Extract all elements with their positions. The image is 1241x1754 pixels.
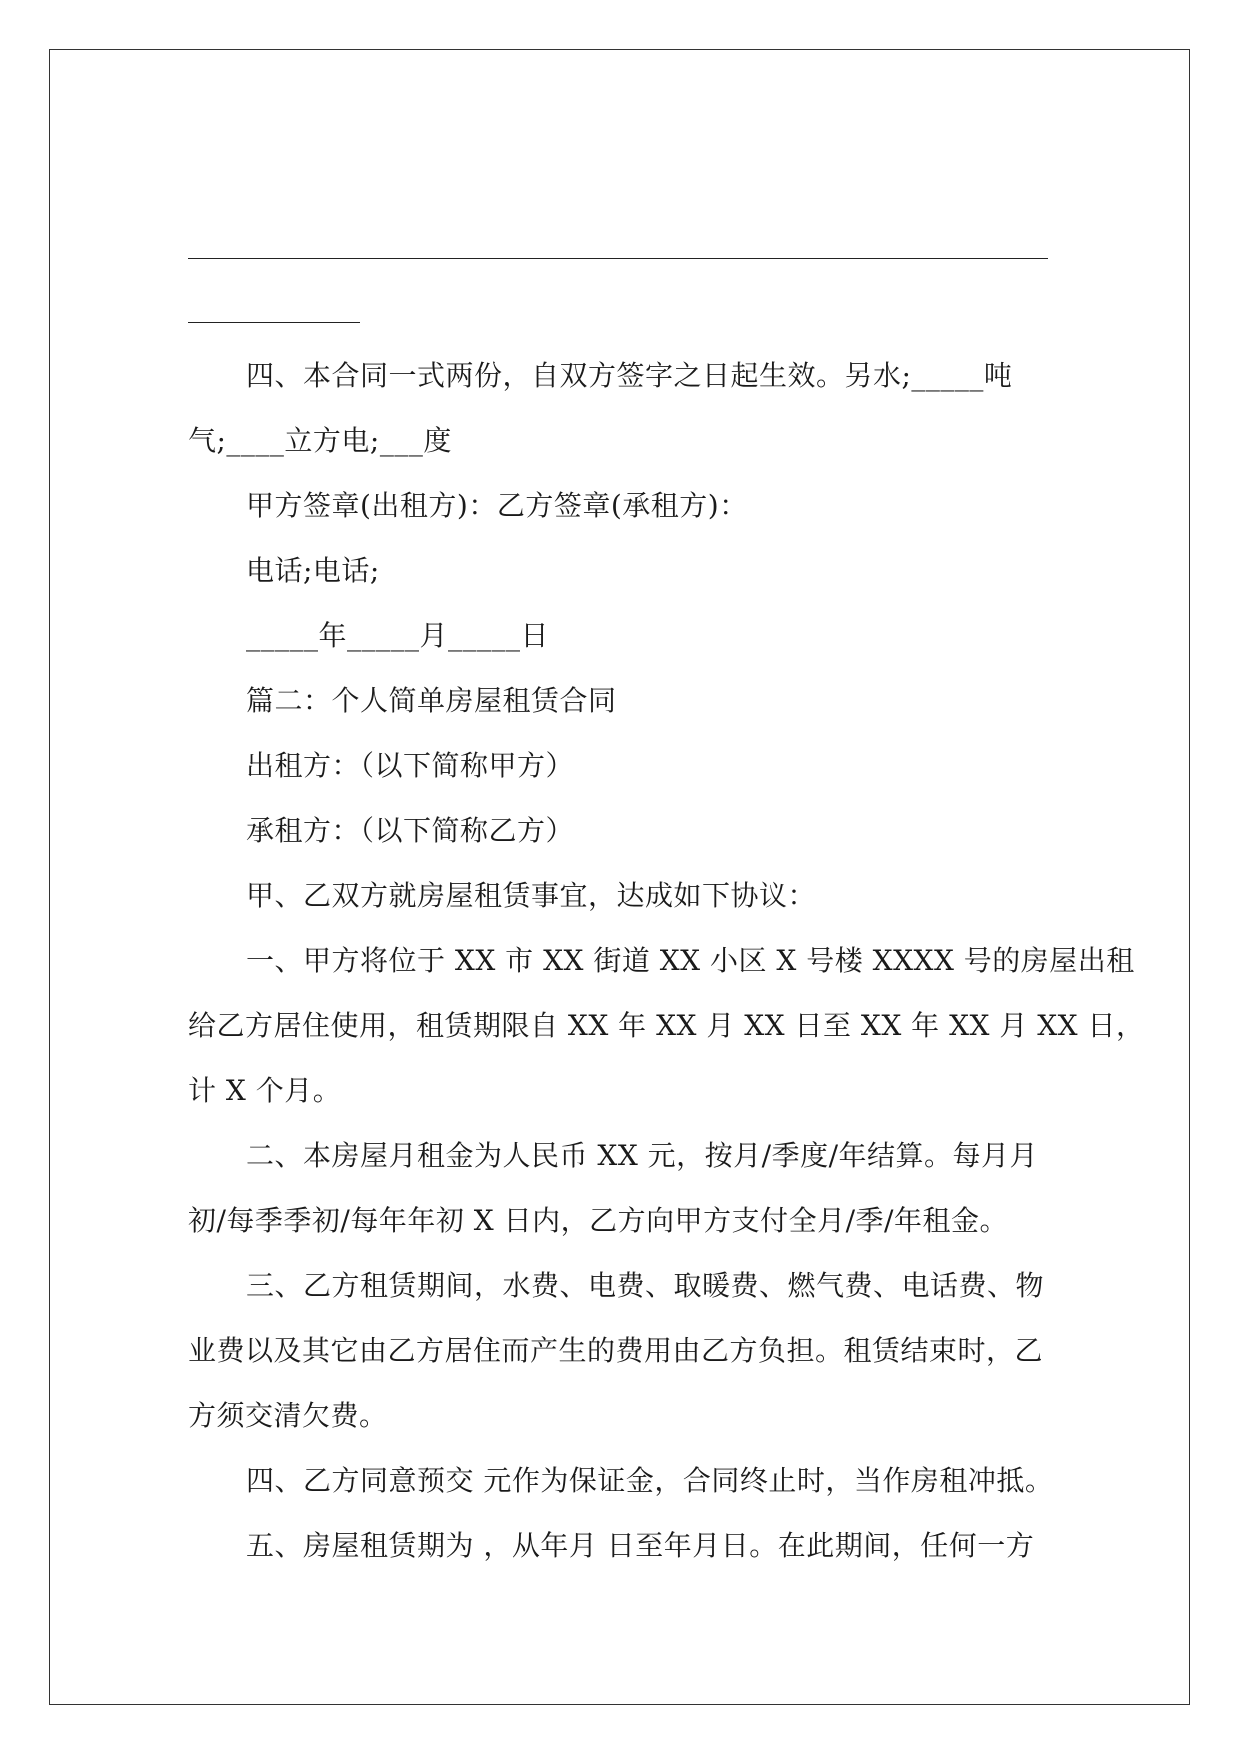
clause-3-line: 三、乙方租赁期间，水费、电费、取暖费、燃气费、电话费、物 bbox=[246, 1269, 1045, 1302]
date-line: _____年_____月_____日 bbox=[246, 619, 550, 652]
blank-fill-line-long bbox=[188, 258, 1048, 259]
lessee-line: 承租方：（以下简称乙方） bbox=[246, 814, 575, 847]
section-title: 篇二：个人简单房屋租赁合同 bbox=[246, 684, 617, 717]
paragraph-line: 四、本合同一式两份，自双方签字之日起生效。另水;_____吨 bbox=[246, 359, 1013, 392]
clause-5-line: 五、房屋租赁期为 ，从年月 日至年月日。在此期间，任何一方 bbox=[246, 1529, 1035, 1562]
clause-1-line: 一、甲方将位于 XX 市 XX 街道 XX 小区 X 号楼 XXXX 号的房屋出租 bbox=[246, 944, 1135, 977]
clause-1-line: 计 X 个月。 bbox=[188, 1074, 342, 1107]
paragraph-line: 气;____立方电;___度 bbox=[188, 424, 452, 457]
clause-4-line: 四、乙方同意预交 元作为保证金，合同终止时，当作房租冲抵。 bbox=[246, 1464, 1054, 1497]
clause-2-line: 二、本房屋月租金为人民币 XX 元，按月/季度/年结算。每月月 bbox=[246, 1139, 1039, 1172]
phone-line: 电话;电话; bbox=[246, 554, 380, 587]
lessor-line: 出租方：（以下简称甲方） bbox=[246, 749, 575, 782]
blank-fill-line-short bbox=[188, 322, 360, 323]
signature-line: 甲方签章(出租方)：乙方签章(承租方)： bbox=[246, 489, 748, 522]
clause-3-line: 方须交清欠费。 bbox=[188, 1399, 388, 1432]
clause-2-line: 初/每季季初/每年年初 X 日内，乙方向甲方支付全月/季/年租金。 bbox=[188, 1204, 1008, 1237]
clause-3-line: 业费以及其它由乙方居住而产生的费用由乙方负担。租赁结束时，乙 bbox=[188, 1334, 1044, 1367]
clause-1-line: 给乙方居住使用，租赁期限自 XX 年 XX 月 XX 日至 XX 年 XX 月 XX 日， bbox=[188, 1009, 1145, 1042]
paragraph-line: 甲、乙双方就房屋租赁事宜，达成如下协议： bbox=[246, 879, 817, 912]
